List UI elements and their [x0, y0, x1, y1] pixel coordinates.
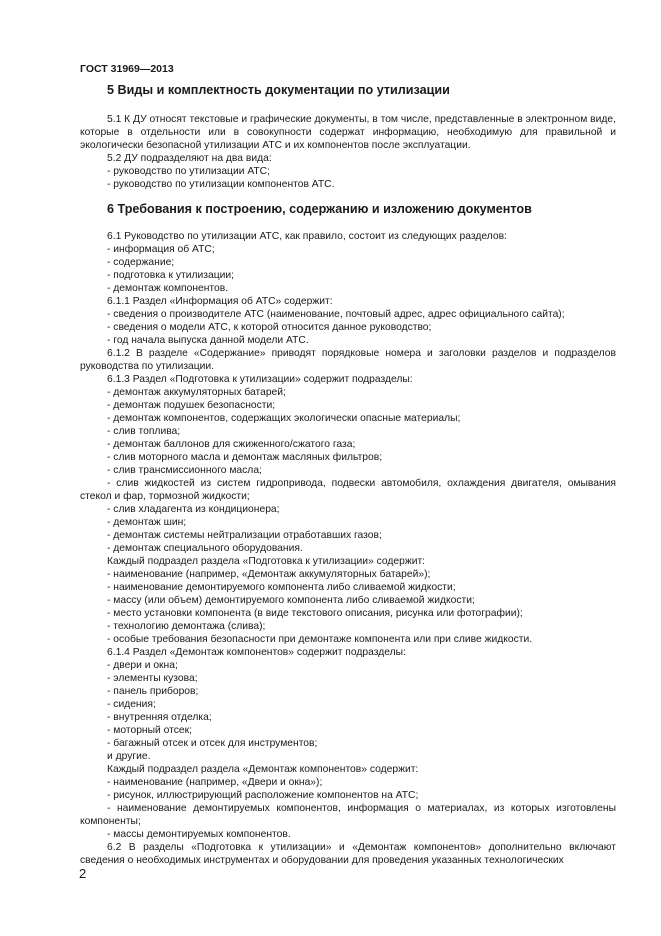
document-number: ГОСТ 31969—2013: [80, 63, 174, 75]
list-item: - внутренняя отделка;: [107, 712, 212, 723]
list-item: - двери и окна;: [107, 660, 178, 671]
list-item: - слив топлива;: [107, 426, 181, 437]
page-number: 2: [79, 866, 87, 881]
paragraph-fluids: - слив жидкостей из систем гидропривода, подвески автомобиля, охлаждения двигателя, омывания стекол и фар, тормозной жидкости;: [80, 478, 616, 503]
list-item: - руководство по утилизации АТС;: [107, 166, 270, 177]
section-6-heading: 6 Требования к построению, содержанию и изложению документов: [107, 202, 532, 216]
list-item: - демонтаж шин;: [107, 517, 187, 528]
list-item: - информация об АТС;: [107, 244, 215, 255]
list-item: - демонтаж системы нейтрализации отработавших газов;: [107, 530, 382, 541]
text-line: Каждый подраздел раздела «Демонтаж компонентов» содержит:: [107, 764, 419, 775]
list-item: - место установки компонента (в виде текстового описания, рисунка или фотографии);: [107, 608, 523, 619]
list-item: - демонтаж компонентов, содержащих экологически опасные материалы;: [107, 413, 461, 424]
list-item: - демонтаж аккумуляторных батарей;: [107, 387, 286, 398]
list-item: - сидения;: [107, 699, 156, 710]
list-item: - технологию демонтажа (слива);: [107, 621, 266, 632]
paragraph-5-1: 5.1 К ДУ относят текстовые и графические документы, в том числе, представленные в электронном виде, которые в отдельности или в совокупности содержат информацию, необходимую для правильной и экологически безопасной утилизации АТС и их компонентов после эксплуатации.: [80, 114, 616, 152]
list-item: - багажный отсек и отсек для инструментов;: [107, 738, 318, 749]
list-item: - демонтаж компонентов.: [107, 283, 229, 294]
list-item: - подготовка к утилизации;: [107, 270, 234, 281]
list-item: - наименование демонтируемого компонента либо сливаемой жидкости;: [107, 582, 456, 593]
list-item: - сведения о производителе АТС (наименование, почтовый адрес, адрес официального сайта);: [107, 309, 565, 320]
section-5-heading: 5 Виды и комплектность документации по утилизации: [107, 83, 450, 97]
list-item: - элементы кузова;: [107, 673, 198, 684]
paragraph-6-2: 6.2 В разделы «Подготовка к утилизации» и «Демонтаж компонентов» дополнительно включают сведения о необходимых инструментах и оборудовании для проведения указанных технологических: [80, 842, 616, 867]
text-line: 6.1.3 Раздел «Подготовка к утилизации» содержит подразделы:: [107, 374, 413, 385]
list-item: - рисунок, иллюстрирующий расположение компонентов на АТС;: [107, 790, 419, 801]
list-item: - демонтаж специального оборудования.: [107, 543, 303, 554]
list-item: - сведения о модели АТС, к которой относится данное руководство;: [107, 322, 432, 333]
text-line: 5.2 ДУ подразделяют на два вида:: [107, 153, 272, 164]
list-item: - год начала выпуска данной модели АТС.: [107, 335, 309, 346]
list-item: - слив хладагента из кондиционера;: [107, 504, 280, 515]
text-line: и другие.: [107, 751, 151, 762]
list-item: - демонтаж подушек безопасности;: [107, 400, 276, 411]
paragraph-materials: - наименование демонтируемых компонентов, информация о материалах, из которых изготовлены компоненты;: [80, 803, 616, 828]
list-item: - содержание;: [107, 257, 175, 268]
list-item: - слив трансмиссионного масла;: [107, 465, 262, 476]
list-item: - руководство по утилизации компонентов АТС.: [107, 179, 335, 190]
list-item: - наименование (например, «Двери и окна»);: [107, 777, 323, 788]
list-item: - моторный отсек;: [107, 725, 192, 736]
list-item: - панель приборов;: [107, 686, 199, 697]
paragraph-6-1-2: 6.1.2 В разделе «Содержание» приводят порядковые номера и заголовки разделов и подразделов руководства по утилизации.: [80, 348, 616, 373]
text-line: 6.1.4 Раздел «Демонтаж компонентов» содержит подразделы:: [107, 647, 406, 658]
list-item: - демонтаж баллонов для сжиженного/сжатого газа;: [107, 439, 356, 450]
list-item: - особые требования безопасности при демонтаже компонента или при сливе жидкости.: [107, 634, 533, 645]
list-item: - массы демонтируемых компонентов.: [107, 829, 291, 840]
text-line: 6.1.1 Раздел «Информация об АТС» содержит:: [107, 296, 333, 307]
text-line: 6.1 Руководство по утилизации АТС, как правило, состоит из следующих разделов:: [107, 231, 507, 242]
list-item: - наименование (например, «Демонтаж аккумуляторных батарей»);: [107, 569, 431, 580]
list-item: - слив моторного масла и демонтаж масляных фильтров;: [107, 452, 383, 463]
list-item: - массу (или объем) демонтируемого компонента либо сливаемой жидкости;: [107, 595, 475, 606]
text-line: Каждый подраздел раздела «Подготовка к утилизации» содержит:: [107, 556, 426, 567]
